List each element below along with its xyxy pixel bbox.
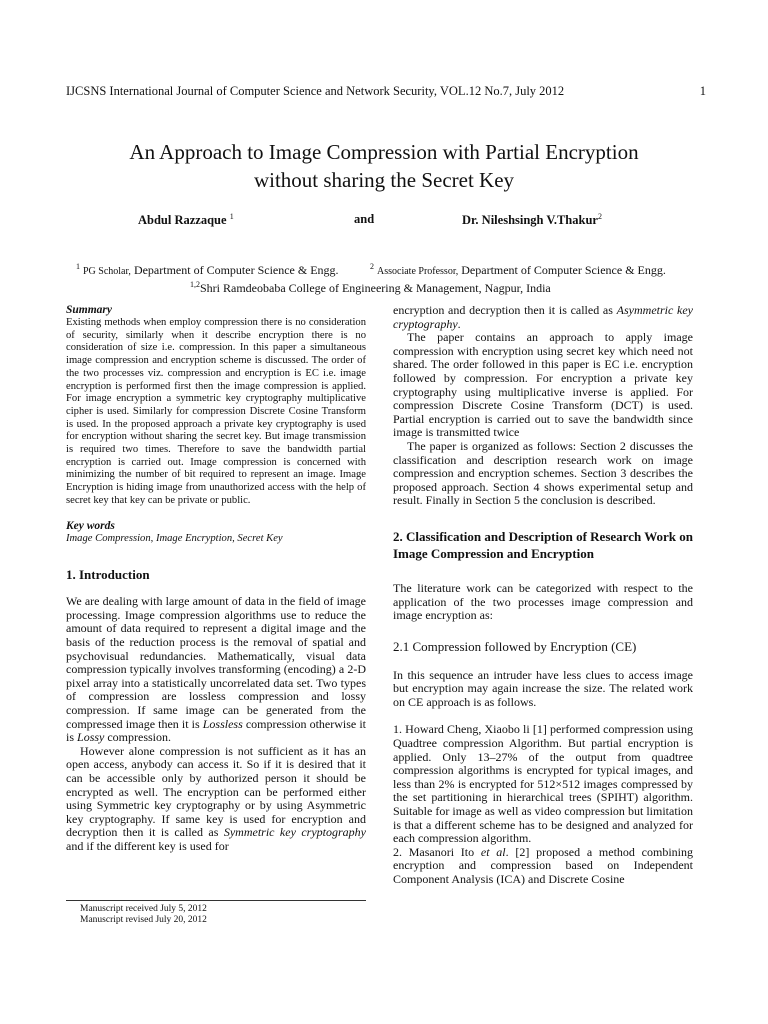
right-column bbox=[393, 304, 693, 887]
section-2-heading: 2. Classification and Description of Research Work on Image Compression and Encryption bbox=[393, 528, 693, 561]
intro-p1-text-a: We are dealing with large amount of data in the field of image processing. Image compression algorithms use to reduce the amount of data required to represent a digital image and the basis of the reduction process is the removal of spatial and psychovisual redundancies. Mathematically, visual data compression typically involves transforming (encoding) a 2-D pixel array into a statistically uncorrelated data set. Two types of compression are lossless compression and lossy compression. If same image can be generated from the compressed image then it is bbox=[66, 594, 366, 731]
term-lossless: Lossless bbox=[202, 716, 243, 731]
footnotes bbox=[80, 904, 207, 926]
running-head bbox=[66, 84, 706, 99]
aff2-dept: Department of Computer Science & Engg. bbox=[461, 263, 666, 277]
title-line-2: without sharing the Secret Key bbox=[253, 168, 515, 192]
title-line-1: An Approach to Image Compression with Partial Encryption bbox=[129, 140, 639, 164]
intro-paragraph-4: The paper is organized as follows: Section 2 discusses the classification and description research work on image compression and encryption schemes. Section 3 describes the proposed approach. Section 4 shows experimental setup and result. Finally in Section 5 the conclusion is described. bbox=[393, 438, 693, 508]
institution-name: Shri Ramdeobaba College of Engineering & Management, Nagpur, India bbox=[200, 281, 551, 295]
author-1-sup: 1 bbox=[229, 212, 234, 221]
page-number: 1 bbox=[699, 84, 706, 98]
term-symmetric: Symmetric key cryptography bbox=[223, 825, 366, 840]
aff2-role: Associate Professor, bbox=[377, 266, 459, 277]
aff1-role: PG Scholar, bbox=[83, 266, 131, 277]
term-et-al: et al bbox=[480, 844, 506, 859]
author-joiner: and bbox=[354, 212, 375, 226]
related-work-list bbox=[393, 723, 693, 886]
intro-p2-text-a: However alone compression is not sufficient as it has an open access, anybody can access it. So if it is desired that it can be accessible only by authorized person it should be encrypted as well. The encryption can be performed either using Symmetric key cryptography or by using Asymmetric key cryptography. If same key is used for encryption and decryption then it is called as bbox=[66, 743, 366, 840]
intro-paragraph-1 bbox=[66, 595, 366, 745]
aff1-sup: 1 bbox=[76, 262, 80, 271]
author-2-name: Dr. Nileshsingh V.Thakur bbox=[462, 213, 598, 228]
subsection-2-1-heading: 2.1 Compression followed by Encryption (CE) bbox=[393, 638, 637, 654]
subsection-2-1-text: In this sequence an intruder have less clues to access image but encryption may again increase the size. The related work on CE approach is as follows. bbox=[393, 667, 693, 709]
intro-p2-text-b: and if the different key is used for bbox=[66, 838, 229, 853]
affiliation-2 bbox=[370, 262, 666, 278]
author-1 bbox=[138, 212, 234, 228]
term-asymmetric: Asymmetric key cryptography bbox=[393, 303, 693, 331]
item2-text-b: . [2] proposed a method combining encryption and compression based on Independent Component Analysis (ICA) and Discrete Cosine bbox=[393, 844, 693, 886]
term-lossy: Lossy bbox=[77, 730, 105, 745]
left-column bbox=[66, 304, 366, 854]
summary-heading: Summary bbox=[66, 304, 113, 316]
footnote-divider bbox=[66, 900, 366, 901]
inst-sup: 1,2 bbox=[190, 280, 200, 289]
intro-paragraph-3: The paper contains an approach to apply image compression with encryption using secret key which need not shared. The order followed in this paper is EC i.e. encryption followed by compression. For encryption a private key cryptography using multiplicative inverse is applied. For compression Discrete Cosine Transform (DCT) is used. Partial encryption is carried out to save the bandwidth since image is transmitted twice bbox=[393, 330, 693, 440]
intro-p1-text-b: compression otherwise it is bbox=[66, 716, 366, 745]
section-2-intro: The literature work can be categorized with respect to the application of the two processes image compression and image encryption as: bbox=[393, 580, 693, 623]
affiliation-1 bbox=[76, 262, 339, 278]
aff2-sup: 2 bbox=[370, 262, 374, 271]
author-1-name: Abdul Razzaque bbox=[138, 213, 227, 228]
item2-text-a: 2. Masanori Ito bbox=[393, 844, 481, 859]
author-2 bbox=[462, 212, 602, 228]
institution bbox=[190, 280, 551, 296]
paper-title bbox=[40, 138, 728, 194]
summary-text: Existing methods when employ compression there is no consideration of security, similarly when it describe encryption there is no consideration of size i.e. compression. In this paper a simultaneous image compression and encryption scheme is discussed. The order of the two processes viz. compression and encryption is EC i.e. image encryption is performed first then the image compression is applied. For image encryption a symmetric key cryptography multiplicative cipher is used. Similarly for compression Discrete Cosine Transform is used. In the proposed approach a private key cryptography is used for encryption without sharing the secret key. But image transmission is required two times. Therefore to save the bandwidth partial encryption is carried out. Image compression is concerned with minimizing the number of bit required to represent an image. Image Encryption is hiding image from unauthorized access with the help of secret key that key can be private or public. bbox=[66, 317, 366, 506]
cont-text-b: . bbox=[457, 316, 461, 331]
section-1-heading: 1. Introduction bbox=[66, 567, 150, 583]
aff1-dept: Department of Computer Science & Engg. bbox=[133, 263, 339, 277]
keywords-heading: Key words bbox=[66, 519, 115, 532]
related-work-item-1: 1. Howard Cheng, Xiaobo li [1] performed compression using Quadtree compression Algorithm. But partial encryption is applied. Only 13–27% of the output from quadtree compression algorithms is encrypted for typical images, and less than 2% is encrypted for 512×512 images compressed by the set partitioning in hierarchical trees (SPIHT) algorithm. Suitable for image as well as video compression but limitation is that a different scheme has to be designed and analyzed for each compression algorithm. bbox=[393, 722, 693, 846]
intro-continuation bbox=[393, 304, 693, 331]
right-body bbox=[393, 304, 693, 508]
intro-body bbox=[66, 595, 366, 853]
intro-paragraph-2 bbox=[66, 745, 366, 854]
related-work-item-2 bbox=[393, 846, 693, 887]
cont-text-a: encryption and decryption then it is called as bbox=[393, 303, 617, 317]
intro-p1-text-c: compression. bbox=[104, 730, 172, 745]
journal-citation: IJCSNS International Journal of Computer Science and Network Security, VOL.12 No.7, July 2012 bbox=[66, 84, 565, 98]
author-2-sup: 2 bbox=[597, 212, 602, 221]
manuscript-received: Manuscript received July 5, 2012 bbox=[80, 904, 207, 914]
manuscript-revised: Manuscript revised July 20, 2012 bbox=[80, 915, 207, 925]
keywords-text: Image Compression, Image Encryption, Secret Key bbox=[66, 532, 283, 544]
